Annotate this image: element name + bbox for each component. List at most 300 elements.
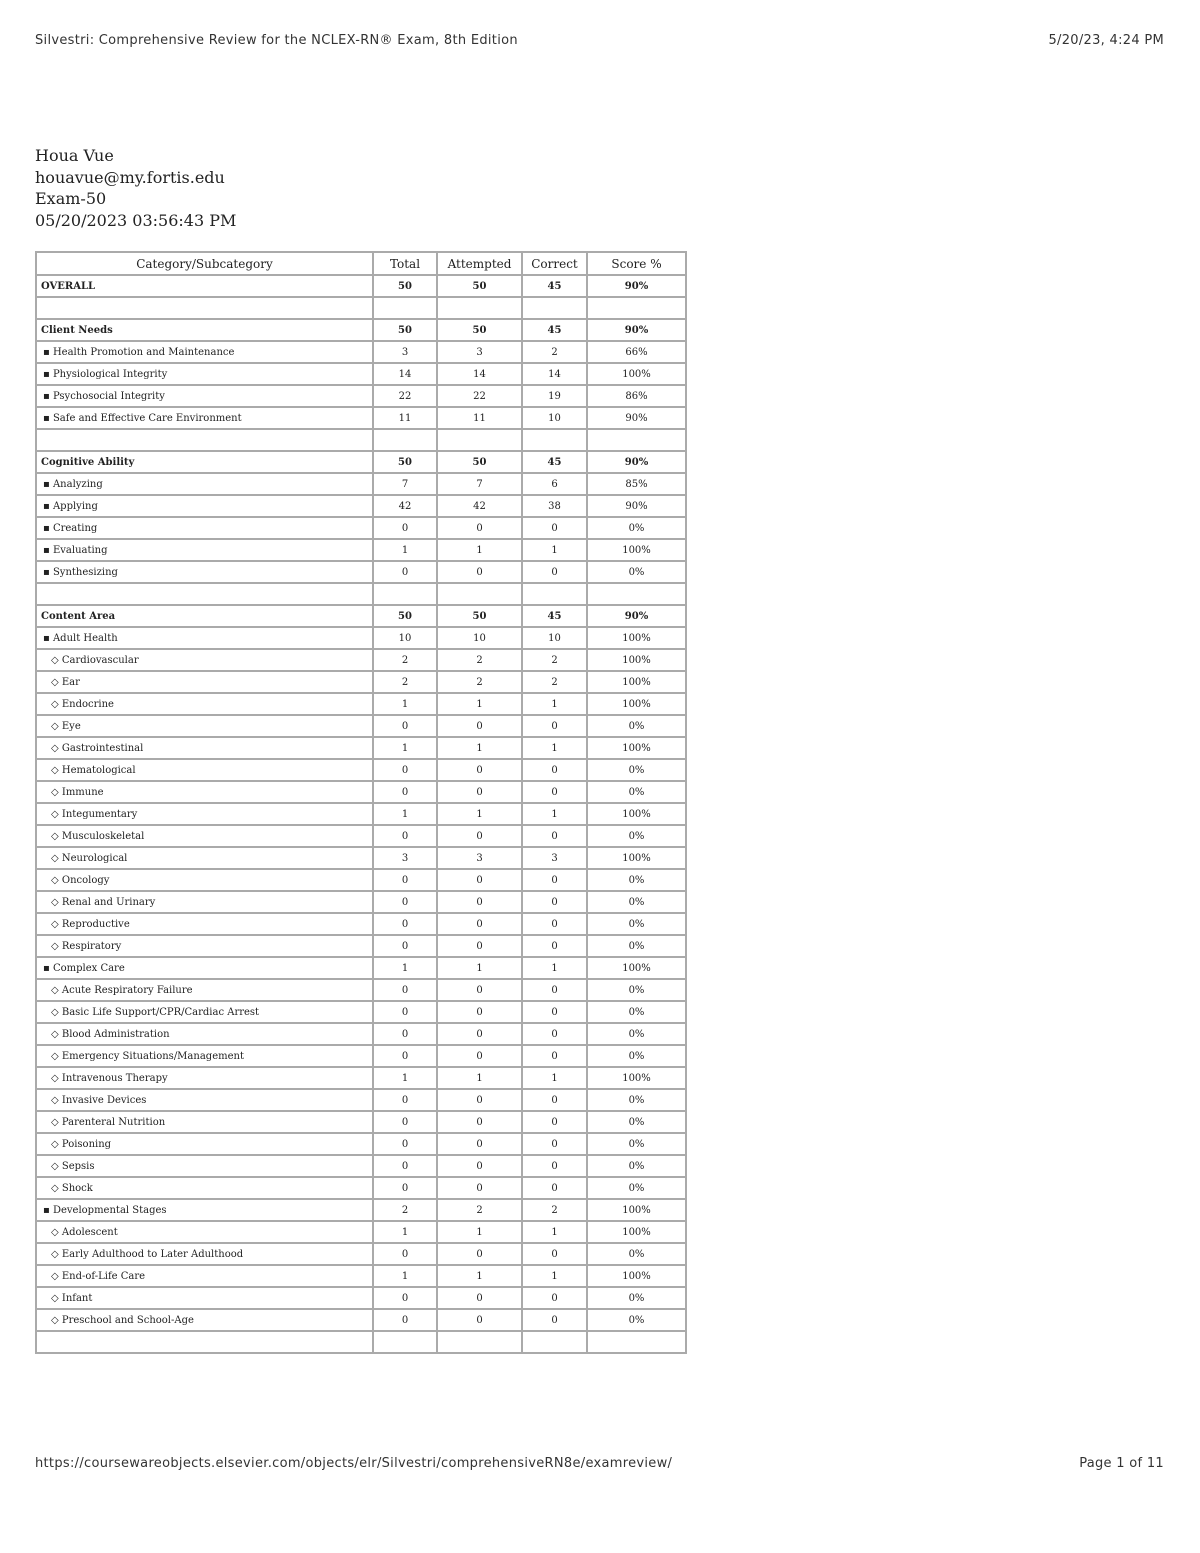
total-cell: 0 <box>373 1309 437 1331</box>
score-cell: 0% <box>587 1309 686 1331</box>
score-cell: 100% <box>587 693 686 715</box>
total-cell: 2 <box>373 1199 437 1221</box>
score-cell: 100% <box>587 847 686 869</box>
total-cell: 50 <box>373 605 437 627</box>
total-cell: 50 <box>373 275 437 297</box>
category-cell: ◇ Hematological <box>36 759 373 781</box>
total-cell: 0 <box>373 1089 437 1111</box>
correct-cell: 1 <box>522 1221 587 1243</box>
total-cell: 0 <box>373 1001 437 1023</box>
table-row <box>36 1089 686 1111</box>
total-cell: 3 <box>373 341 437 363</box>
category-cell <box>36 429 373 451</box>
attempted-cell: 50 <box>437 319 522 341</box>
correct-cell: 3 <box>522 847 587 869</box>
total-cell: 42 <box>373 495 437 517</box>
score-cell: 0% <box>587 1155 686 1177</box>
category-cell: ◇ Musculoskeletal <box>36 825 373 847</box>
attempted-cell: 42 <box>437 495 522 517</box>
table-row <box>36 693 686 715</box>
correct-cell: 0 <box>522 1133 587 1155</box>
score-cell: 0% <box>587 891 686 913</box>
total-cell: 0 <box>373 517 437 539</box>
table-row <box>36 1133 686 1155</box>
attempted-cell: 0 <box>437 891 522 913</box>
total-cell: 3 <box>373 847 437 869</box>
print-footer-page: Page 1 of 11 <box>1079 1456 1164 1471</box>
table-row <box>36 1265 686 1287</box>
table-header-row <box>36 252 686 275</box>
table-row <box>36 869 686 891</box>
score-cell <box>587 583 686 605</box>
table-row <box>36 891 686 913</box>
category-cell: ◇ Preschool and School-Age <box>36 1309 373 1331</box>
category-cell: ▪ Analyzing <box>36 473 373 495</box>
score-cell: 0% <box>587 979 686 1001</box>
total-cell: 0 <box>373 1243 437 1265</box>
correct-cell: 2 <box>522 1199 587 1221</box>
category-cell: Cognitive Ability <box>36 451 373 473</box>
category-cell: ▪ Synthesizing <box>36 561 373 583</box>
table-row <box>36 1243 686 1265</box>
table-row <box>36 671 686 693</box>
category-cell: ◇ Integumentary <box>36 803 373 825</box>
total-cell: 0 <box>373 1023 437 1045</box>
student-info <box>35 145 236 231</box>
correct-cell: 38 <box>522 495 587 517</box>
category-cell: ◇ Endocrine <box>36 693 373 715</box>
column-header-score: Score % <box>587 252 686 275</box>
score-cell: 100% <box>587 539 686 561</box>
score-cell: 100% <box>587 1221 686 1243</box>
category-cell: ◇ Invasive Devices <box>36 1089 373 1111</box>
total-cell: 0 <box>373 825 437 847</box>
total-cell: 2 <box>373 649 437 671</box>
category-cell: ◇ Neurological <box>36 847 373 869</box>
table-row <box>36 1067 686 1089</box>
correct-cell: 1 <box>522 693 587 715</box>
correct-cell: 45 <box>522 451 587 473</box>
correct-cell <box>522 297 587 319</box>
attempted-cell <box>437 583 522 605</box>
attempted-cell: 2 <box>437 1199 522 1221</box>
total-cell <box>373 297 437 319</box>
category-cell: ◇ Emergency Situations/Management <box>36 1045 373 1067</box>
table-row <box>36 935 686 957</box>
total-cell: 1 <box>373 1067 437 1089</box>
attempted-cell: 0 <box>437 1177 522 1199</box>
category-cell: ▪ Physiological Integrity <box>36 363 373 385</box>
total-cell: 1 <box>373 1221 437 1243</box>
score-cell: 100% <box>587 1265 686 1287</box>
score-cell: 100% <box>587 1199 686 1221</box>
attempted-cell: 0 <box>437 1045 522 1067</box>
correct-cell: 2 <box>522 649 587 671</box>
attempted-cell: 0 <box>437 561 522 583</box>
correct-cell: 0 <box>522 869 587 891</box>
score-cell: 66% <box>587 341 686 363</box>
total-cell: 0 <box>373 1133 437 1155</box>
score-cell: 0% <box>587 1133 686 1155</box>
table-row <box>36 495 686 517</box>
correct-cell: 1 <box>522 957 587 979</box>
category-cell: ▪ Safe and Effective Care Environment <box>36 407 373 429</box>
attempted-cell: 1 <box>437 539 522 561</box>
correct-cell: 0 <box>522 517 587 539</box>
correct-cell: 0 <box>522 1045 587 1067</box>
correct-cell: 1 <box>522 539 587 561</box>
score-cell: 0% <box>587 561 686 583</box>
student-email: houavue@my.fortis.edu <box>35 167 225 187</box>
score-cell: 0% <box>587 715 686 737</box>
category-cell <box>36 297 373 319</box>
score-cell: 100% <box>587 627 686 649</box>
attempted-cell: 10 <box>437 627 522 649</box>
correct-cell: 0 <box>522 935 587 957</box>
correct-cell <box>522 583 587 605</box>
correct-cell: 1 <box>522 1265 587 1287</box>
correct-cell: 1 <box>522 803 587 825</box>
attempted-cell: 0 <box>437 759 522 781</box>
table-row <box>36 319 686 341</box>
score-cell: 0% <box>587 759 686 781</box>
table-row <box>36 1199 686 1221</box>
score-cell: 0% <box>587 1177 686 1199</box>
attempted-cell: 7 <box>437 473 522 495</box>
table-row <box>36 517 686 539</box>
correct-cell: 1 <box>522 737 587 759</box>
correct-cell: 45 <box>522 275 587 297</box>
table-row <box>36 979 686 1001</box>
score-cell: 0% <box>587 517 686 539</box>
attempted-cell: 1 <box>437 693 522 715</box>
print-footer-url: https://coursewareobjects.elsevier.com/objects/elr/Silvestri/comprehensiveRN8e/examreview/ <box>35 1456 673 1471</box>
correct-cell: 1 <box>522 1067 587 1089</box>
score-cell: 90% <box>587 495 686 517</box>
attempted-cell: 0 <box>437 1089 522 1111</box>
attempted-cell: 0 <box>437 869 522 891</box>
table-row <box>36 803 686 825</box>
category-cell: Client Needs <box>36 319 373 341</box>
attempted-cell: 1 <box>437 957 522 979</box>
attempted-cell: 1 <box>437 1265 522 1287</box>
correct-cell: 0 <box>522 1287 587 1309</box>
table-row <box>36 385 686 407</box>
total-cell: 0 <box>373 561 437 583</box>
score-cell <box>587 297 686 319</box>
attempted-cell: 0 <box>437 825 522 847</box>
attempted-cell: 11 <box>437 407 522 429</box>
category-cell: ◇ Reproductive <box>36 913 373 935</box>
score-cell: 0% <box>587 1001 686 1023</box>
score-cell: 85% <box>587 473 686 495</box>
attempted-cell <box>437 1331 522 1353</box>
attempted-cell: 50 <box>437 275 522 297</box>
attempted-cell <box>437 429 522 451</box>
correct-cell: 0 <box>522 1309 587 1331</box>
table-spacer-row <box>36 583 686 605</box>
score-cell: 90% <box>587 451 686 473</box>
category-cell: ◇ Shock <box>36 1177 373 1199</box>
correct-cell <box>522 429 587 451</box>
score-cell <box>587 1331 686 1353</box>
table-row <box>36 759 686 781</box>
total-cell: 1 <box>373 957 437 979</box>
category-cell: ◇ Blood Administration <box>36 1023 373 1045</box>
table-row <box>36 1309 686 1331</box>
category-cell: ◇ Cardiovascular <box>36 649 373 671</box>
correct-cell: 2 <box>522 671 587 693</box>
attempted-cell: 1 <box>437 1067 522 1089</box>
score-cell: 0% <box>587 1023 686 1045</box>
attempted-cell <box>437 297 522 319</box>
table-spacer-row <box>36 1331 686 1353</box>
table-row <box>36 275 686 297</box>
category-cell: ◇ Eye <box>36 715 373 737</box>
attempted-cell: 3 <box>437 847 522 869</box>
category-cell: Content Area <box>36 605 373 627</box>
total-cell: 7 <box>373 473 437 495</box>
correct-cell: 0 <box>522 1089 587 1111</box>
total-cell: 0 <box>373 1287 437 1309</box>
score-cell <box>587 429 686 451</box>
attempted-cell: 0 <box>437 1309 522 1331</box>
category-cell: ◇ End-of-Life Care <box>36 1265 373 1287</box>
correct-cell: 2 <box>522 341 587 363</box>
attempted-cell: 2 <box>437 671 522 693</box>
table-spacer-row <box>36 429 686 451</box>
score-cell: 0% <box>587 869 686 891</box>
category-cell: ◇ Parenteral Nutrition <box>36 1111 373 1133</box>
table-row <box>36 539 686 561</box>
category-cell: ▪ Health Promotion and Maintenance <box>36 341 373 363</box>
table-row <box>36 957 686 979</box>
score-cell: 100% <box>587 803 686 825</box>
correct-cell: 10 <box>522 627 587 649</box>
score-cell: 0% <box>587 1111 686 1133</box>
score-cell: 0% <box>587 1243 686 1265</box>
total-cell: 0 <box>373 1177 437 1199</box>
score-cell: 0% <box>587 1045 686 1067</box>
column-header-category: Category/Subcategory <box>36 252 373 275</box>
correct-cell: 0 <box>522 1243 587 1265</box>
category-cell: ◇ Poisoning <box>36 1133 373 1155</box>
table-row <box>36 825 686 847</box>
total-cell: 0 <box>373 759 437 781</box>
total-cell: 22 <box>373 385 437 407</box>
table-spacer-row <box>36 297 686 319</box>
score-cell: 0% <box>587 781 686 803</box>
attempted-cell: 0 <box>437 1023 522 1045</box>
table-body <box>36 275 686 1353</box>
category-cell: ◇ Ear <box>36 671 373 693</box>
column-header-attempted: Attempted <box>437 252 522 275</box>
correct-cell: 10 <box>522 407 587 429</box>
score-cell: 0% <box>587 913 686 935</box>
attempted-cell: 0 <box>437 517 522 539</box>
attempted-cell: 22 <box>437 385 522 407</box>
table-row <box>36 1111 686 1133</box>
category-cell: ◇ Oncology <box>36 869 373 891</box>
score-cell: 100% <box>587 737 686 759</box>
category-cell: ◇ Early Adulthood to Later Adulthood <box>36 1243 373 1265</box>
table-row <box>36 451 686 473</box>
score-cell: 100% <box>587 1067 686 1089</box>
exam-name: Exam-50 <box>35 189 107 208</box>
category-cell: ◇ Intravenous Therapy <box>36 1067 373 1089</box>
correct-cell: 0 <box>522 781 587 803</box>
total-cell: 0 <box>373 869 437 891</box>
category-cell <box>36 1331 373 1353</box>
total-cell: 1 <box>373 1265 437 1287</box>
table-row <box>36 1001 686 1023</box>
score-cell: 90% <box>587 407 686 429</box>
correct-cell: 0 <box>522 979 587 1001</box>
correct-cell: 0 <box>522 825 587 847</box>
score-cell: 90% <box>587 319 686 341</box>
total-cell: 50 <box>373 319 437 341</box>
correct-cell: 45 <box>522 319 587 341</box>
correct-cell: 45 <box>522 605 587 627</box>
attempted-cell: 3 <box>437 341 522 363</box>
category-cell: ◇ Adolescent <box>36 1221 373 1243</box>
category-cell: OVERALL <box>36 275 373 297</box>
attempted-cell: 0 <box>437 1001 522 1023</box>
correct-cell: 19 <box>522 385 587 407</box>
print-header-title: Silvestri: Comprehensive Review for the NCLEX-RN® Exam, 8th Edition <box>35 33 518 48</box>
score-cell: 0% <box>587 1089 686 1111</box>
attempted-cell: 0 <box>437 979 522 1001</box>
attempted-cell: 1 <box>437 1221 522 1243</box>
score-cell: 100% <box>587 671 686 693</box>
attempted-cell: 0 <box>437 1133 522 1155</box>
correct-cell: 0 <box>522 913 587 935</box>
correct-cell: 0 <box>522 1155 587 1177</box>
attempted-cell: 0 <box>437 913 522 935</box>
category-cell: ◇ Gastrointestinal <box>36 737 373 759</box>
category-cell: ◇ Infant <box>36 1287 373 1309</box>
correct-cell: 0 <box>522 715 587 737</box>
table-row <box>36 473 686 495</box>
print-header-datetime: 5/20/23, 4:24 PM <box>1048 33 1164 48</box>
correct-cell: 0 <box>522 1177 587 1199</box>
total-cell: 10 <box>373 627 437 649</box>
total-cell: 1 <box>373 803 437 825</box>
total-cell: 0 <box>373 715 437 737</box>
table-row <box>36 737 686 759</box>
table-row <box>36 605 686 627</box>
total-cell: 0 <box>373 1111 437 1133</box>
attempted-cell: 0 <box>437 1155 522 1177</box>
total-cell: 0 <box>373 1155 437 1177</box>
category-cell: ▪ Adult Health <box>36 627 373 649</box>
score-cell: 100% <box>587 957 686 979</box>
total-cell: 1 <box>373 737 437 759</box>
attempted-cell: 0 <box>437 715 522 737</box>
table-row <box>36 1221 686 1243</box>
column-header-correct: Correct <box>522 252 587 275</box>
category-cell <box>36 583 373 605</box>
table-row <box>36 1155 686 1177</box>
attempted-cell: 2 <box>437 649 522 671</box>
attempted-cell: 1 <box>437 737 522 759</box>
attempted-cell: 1 <box>437 803 522 825</box>
total-cell: 0 <box>373 979 437 1001</box>
category-cell: ◇ Sepsis <box>36 1155 373 1177</box>
category-cell: ▪ Complex Care <box>36 957 373 979</box>
total-cell: 0 <box>373 781 437 803</box>
total-cell <box>373 429 437 451</box>
category-cell: ▪ Applying <box>36 495 373 517</box>
table-row <box>36 1287 686 1309</box>
score-cell: 100% <box>587 363 686 385</box>
table-row <box>36 1023 686 1045</box>
category-cell: ▪ Psychosocial Integrity <box>36 385 373 407</box>
category-cell: ◇ Immune <box>36 781 373 803</box>
correct-cell: 6 <box>522 473 587 495</box>
correct-cell: 0 <box>522 1001 587 1023</box>
category-cell: ◇ Respiratory <box>36 935 373 957</box>
attempted-cell: 0 <box>437 935 522 957</box>
score-cell: 90% <box>587 605 686 627</box>
attempted-cell: 0 <box>437 781 522 803</box>
score-cell: 86% <box>587 385 686 407</box>
total-cell: 1 <box>373 693 437 715</box>
attempted-cell: 0 <box>437 1287 522 1309</box>
column-header-total: Total <box>373 252 437 275</box>
total-cell: 0 <box>373 891 437 913</box>
total-cell: 14 <box>373 363 437 385</box>
attempted-cell: 0 <box>437 1111 522 1133</box>
total-cell: 0 <box>373 935 437 957</box>
score-cell: 100% <box>587 649 686 671</box>
attempted-cell: 14 <box>437 363 522 385</box>
table-row <box>36 561 686 583</box>
attempted-cell: 0 <box>437 1243 522 1265</box>
total-cell: 11 <box>373 407 437 429</box>
score-cell: 0% <box>587 1287 686 1309</box>
correct-cell: 0 <box>522 891 587 913</box>
correct-cell: 14 <box>522 363 587 385</box>
total-cell: 2 <box>373 671 437 693</box>
category-cell: ◇ Acute Respiratory Failure <box>36 979 373 1001</box>
table-row <box>36 627 686 649</box>
total-cell: 1 <box>373 539 437 561</box>
score-cell: 90% <box>587 275 686 297</box>
table-row <box>36 407 686 429</box>
attempted-cell: 50 <box>437 605 522 627</box>
score-cell: 0% <box>587 935 686 957</box>
correct-cell: 0 <box>522 1023 587 1045</box>
category-cell: ◇ Renal and Urinary <box>36 891 373 913</box>
category-cell: ◇ Basic Life Support/CPR/Cardiac Arrest <box>36 1001 373 1023</box>
exam-datetime: 05/20/2023 03:56:43 PM <box>35 210 237 230</box>
score-cell: 0% <box>587 825 686 847</box>
table-row <box>36 715 686 737</box>
total-cell: 50 <box>373 451 437 473</box>
attempted-cell: 50 <box>437 451 522 473</box>
total-cell: 0 <box>373 1045 437 1067</box>
correct-cell: 0 <box>522 561 587 583</box>
total-cell <box>373 1331 437 1353</box>
table-row <box>36 341 686 363</box>
total-cell: 0 <box>373 913 437 935</box>
student-name: Houa Vue <box>35 146 114 165</box>
table-row <box>36 1177 686 1199</box>
correct-cell: 0 <box>522 1111 587 1133</box>
table-row <box>36 363 686 385</box>
correct-cell <box>522 1331 587 1353</box>
